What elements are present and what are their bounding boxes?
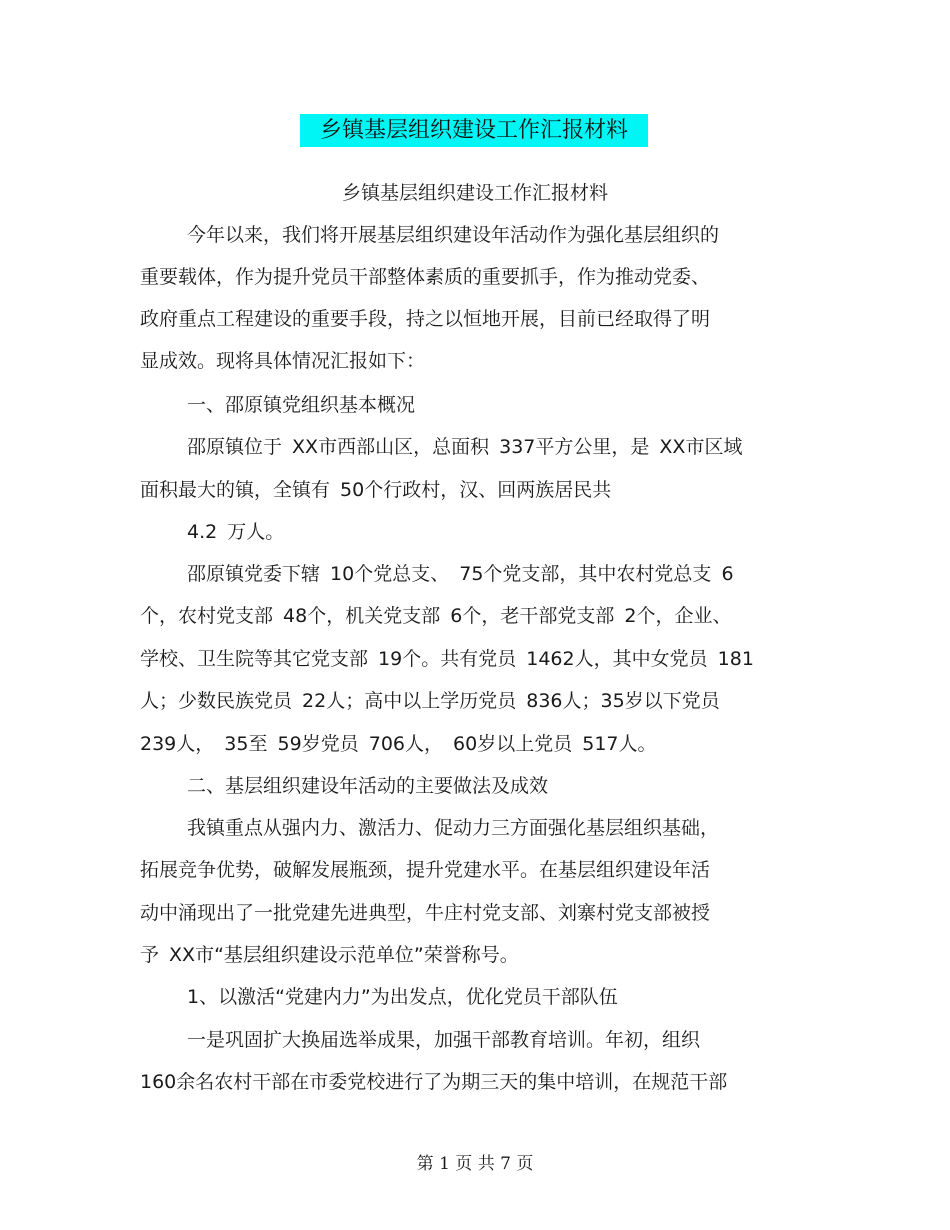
body-line: 显成效。现将具体情况汇报如下： <box>140 350 426 372</box>
body-line: 人；少数民族党员 22人；高中以上学历党员 836人；35岁以下党员 <box>140 690 720 712</box>
body-line: 今年以来，我们将开展基层组织建设年活动作为强化基层组织的 <box>187 224 720 246</box>
body-line: 学校、卫生院等其它党支部 19个。共有党员 1462人，其中女党员 181 <box>140 648 754 670</box>
highlighted-title: 乡镇基层组织建设工作汇报材料 <box>300 114 648 147</box>
subsection-heading: 1、以激活“党建内力”为出发点，优化党员干部队伍 <box>187 986 618 1008</box>
document-subtitle: 乡镇基层组织建设工作汇报材料 <box>341 182 608 204</box>
body-line: 拓展竞争优势，破解发展瓶颈，提升党建水平。在基层组织建设年活 <box>140 859 711 881</box>
body-line: 239人， 35至 59岁党员 706人， 60岁以上党员 517人。 <box>140 733 657 755</box>
body-line: 重要载体，作为提升党员干部整体素质的重要抓手，作为推动党委、 <box>140 266 711 288</box>
body-line: 一是巩固扩大换届选举成果，加强干部教育培训。年初，组织 <box>187 1029 701 1051</box>
body-line: 予 XX市“基层组织建设示范单位”荣誉称号。 <box>140 944 519 966</box>
section-heading: 一、邵原镇党组织基本概况 <box>187 394 416 416</box>
body-line: 面积最大的镇，全镇有 50个行政村，汉、回两族居民共 <box>140 479 612 501</box>
body-line: 个，农村党支部 48个，机关党支部 6个，老干部党支部 2个，企业、 <box>140 605 732 627</box>
body-line: 邵原镇党委下辖 10个党总支、 75个党支部，其中农村党总支 6 <box>187 563 734 585</box>
body-line: 4.2 万人。 <box>187 521 285 543</box>
body-line: 我镇重点从强内力、激活力、促动力三方面强化基层组织基础， <box>187 817 720 839</box>
page-footer: 第 1 页 共 7 页 <box>416 1154 534 1174</box>
section-heading: 二、基层组织建设年活动的主要做法及成效 <box>187 775 549 797</box>
body-line: 160余名农村干部在市委党校进行了为期三天的集中培训，在规范干部 <box>140 1071 728 1093</box>
body-line: 邵原镇位于 XX市西部山区，总面积 337平方公里，是 XX市区域 <box>187 436 743 458</box>
body-line: 动中涌现出了一批党建先进典型，牛庄村党支部、刘寨村党支部被授 <box>140 902 711 924</box>
body-line: 政府重点工程建设的重要手段，持之以恒地开展，目前已经取得了明 <box>140 308 711 330</box>
